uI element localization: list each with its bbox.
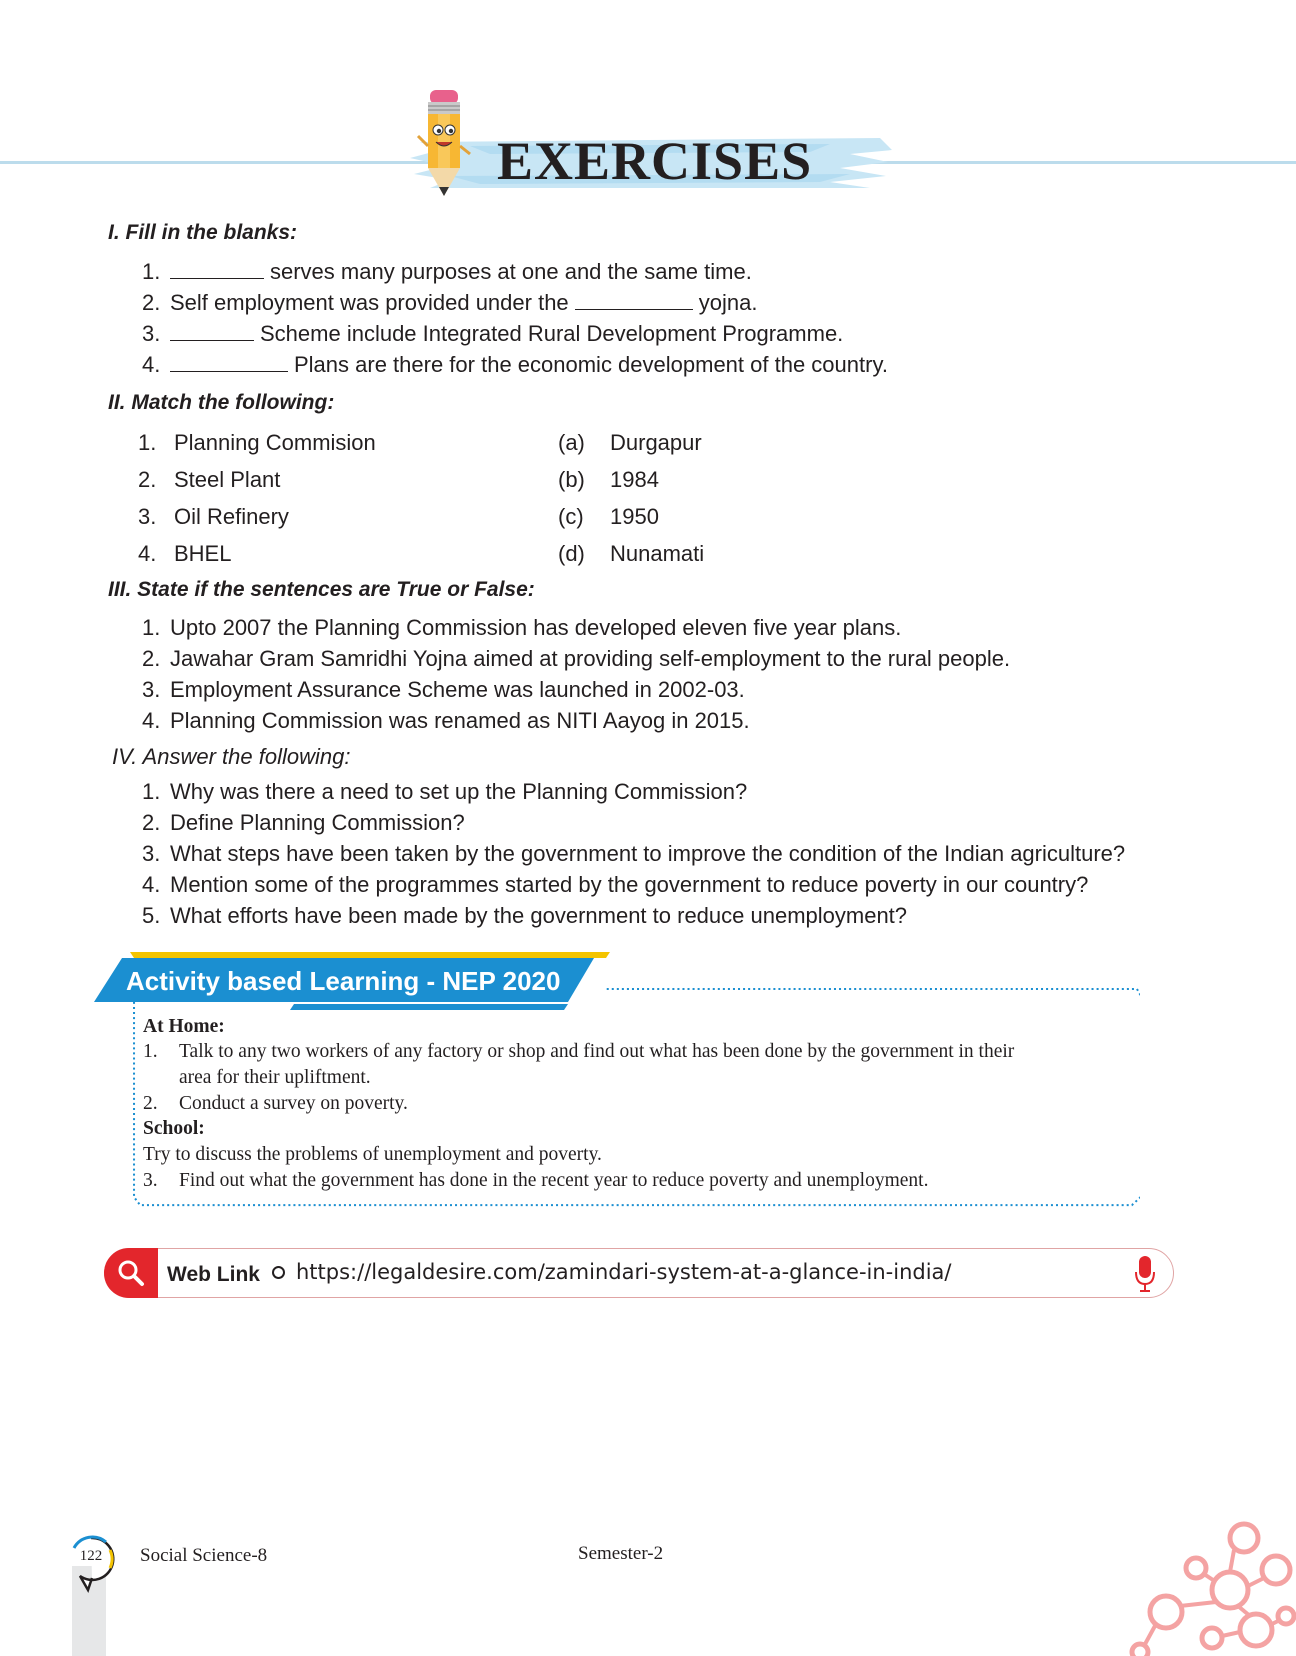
activity-school-text: Try to discuss the problems of unemployment and poverty. xyxy=(143,1144,602,1165)
item-letter: (a) xyxy=(558,430,585,455)
fill-item-2 xyxy=(142,287,758,318)
item-number: 1. xyxy=(143,1041,158,1062)
item-number: 3. xyxy=(138,504,157,529)
item-number: 4. xyxy=(138,541,157,566)
item-text: Employment Assurance Scheme was launched in 2002-03. xyxy=(170,677,745,702)
item-number: 1. xyxy=(142,615,161,640)
item-text: serves many purposes at one and the same time. xyxy=(270,259,752,284)
match-right-item xyxy=(558,498,858,535)
item-text: Oil Refinery xyxy=(174,504,289,529)
fill-item-4 xyxy=(142,349,888,380)
match-right-item xyxy=(558,535,858,572)
activity-school-heading: School: xyxy=(143,1118,205,1139)
answer-item-4 xyxy=(142,869,1088,900)
tf-item-3 xyxy=(142,674,745,705)
fill-item-3 xyxy=(142,318,843,349)
item-number: 1. xyxy=(138,430,157,455)
microphone-icon[interactable] xyxy=(1134,1254,1156,1294)
item-text: BHEL xyxy=(174,541,232,566)
section-heading-fill: I. Fill in the blanks: xyxy=(108,221,298,244)
fill-item-1 xyxy=(142,256,752,287)
item-number: 2. xyxy=(143,1093,158,1114)
section-heading-match: II. Match the following: xyxy=(108,391,335,414)
item-text: Planning Commision xyxy=(174,430,376,455)
item-text: yojna. xyxy=(698,290,758,315)
tf-item-1 xyxy=(142,612,901,643)
item-number: 2. xyxy=(142,810,161,835)
match-left-item xyxy=(138,535,558,572)
tf-item-2 xyxy=(142,643,1010,674)
answer-blank xyxy=(170,351,288,372)
item-text: Plans are there for the economic development of the country. xyxy=(294,352,888,377)
item-text: Scheme include Integrated Rural Development Programme. xyxy=(260,321,844,346)
activity-home-item-2 xyxy=(143,1091,408,1117)
answer-blank xyxy=(170,320,254,341)
match-left-item xyxy=(138,461,558,498)
answer-blank xyxy=(575,289,693,310)
item-number: 4. xyxy=(142,872,161,897)
answer-item-5 xyxy=(142,900,907,931)
item-text: Steel Plant xyxy=(174,467,281,492)
item-text: Planning Commission was renamed as NITI Aayog in 2015. xyxy=(170,708,750,733)
web-link-search-button[interactable] xyxy=(104,1248,158,1298)
item-text: 1950 xyxy=(610,504,659,529)
item-number: 1. xyxy=(142,259,161,284)
item-text: Upto 2007 the Planning Commission has developed eleven five year plans. xyxy=(170,615,902,640)
item-text: Define Planning Commission? xyxy=(170,810,465,835)
item-text: Why was there a need to set up the Planning Commission? xyxy=(170,779,748,804)
item-text: Durgapur xyxy=(610,430,702,455)
bullet-circle-icon xyxy=(272,1266,285,1279)
activity-school-item-3 xyxy=(143,1168,928,1194)
footer-semester: Semester-2 xyxy=(578,1543,664,1564)
activity-home-item-1-cont: area for their upliftment. xyxy=(179,1067,371,1088)
match-left-item xyxy=(138,424,558,461)
item-text: Conduct a survey on poverty. xyxy=(179,1093,408,1114)
search-icon xyxy=(104,1248,158,1298)
answer-blank xyxy=(170,258,264,279)
item-text: Mention some of the programmes started by the government to reduce poverty in our country? xyxy=(170,872,1089,897)
item-number: 3. xyxy=(142,677,161,702)
item-number: 3. xyxy=(142,841,161,866)
item-text: What steps have been taken by the government to improve the condition of the Indian agriculture? xyxy=(170,841,1126,866)
decorative-molecule-rings xyxy=(1126,1520,1296,1656)
match-right-item xyxy=(558,424,858,461)
item-number: 2. xyxy=(142,646,161,671)
pencil-mascot-icon xyxy=(416,88,472,198)
answer-item-1 xyxy=(142,776,747,807)
match-left-item xyxy=(138,498,558,535)
match-right-column xyxy=(558,424,858,572)
footer-book-title: Social Science-8 xyxy=(140,1545,268,1566)
section-heading-truefalse: III. State if the sentences are True or False: xyxy=(108,578,535,601)
match-left-column xyxy=(138,424,558,572)
activity-home-item-1 xyxy=(143,1039,1133,1065)
answer-item-3 xyxy=(142,838,1125,869)
page-title: EXERCISES xyxy=(497,131,813,191)
web-link-url[interactable]: https://legaldesire.com/zamindari-system-at-a-glance-in-india/ xyxy=(296,1260,952,1284)
item-text: What efforts have been made by the government to reduce unemployment? xyxy=(170,903,908,928)
activity-title: Activity based Learning - NEP 2020 xyxy=(126,966,561,996)
activity-home-heading: At Home: xyxy=(143,1016,225,1037)
item-number: 2. xyxy=(142,290,161,315)
tf-item-4 xyxy=(142,705,750,736)
web-link-label: Web Link xyxy=(167,1263,260,1286)
item-letter: (d) xyxy=(558,541,585,566)
item-letter: (b) xyxy=(558,467,585,492)
page-number: 122 xyxy=(79,1548,103,1564)
section-heading-answer: IV. Answer the following: xyxy=(112,744,351,769)
item-text: 1984 xyxy=(610,467,659,492)
item-number: 4. xyxy=(142,352,161,377)
item-text: Find out what the government has done in the recent year to reduce poverty and unemployment. xyxy=(179,1170,929,1191)
item-number: 5. xyxy=(142,903,161,928)
item-number: 2. xyxy=(138,467,157,492)
item-text: Self employment was provided under the xyxy=(170,290,569,315)
match-right-item xyxy=(558,461,858,498)
item-number: 1. xyxy=(142,779,161,804)
item-text: Nunamati xyxy=(610,541,705,566)
item-number: 3. xyxy=(143,1170,158,1191)
item-number: 3. xyxy=(142,321,161,346)
item-text: Talk to any two workers of any factory or shop and find out what has been done by the government in their xyxy=(179,1041,1015,1062)
item-text: Jawahar Gram Samridhi Yojna aimed at providing self-employment to the rural people. xyxy=(170,646,1011,671)
answer-item-2 xyxy=(142,807,465,838)
item-letter: (c) xyxy=(558,504,584,529)
item-number: 4. xyxy=(142,708,161,733)
